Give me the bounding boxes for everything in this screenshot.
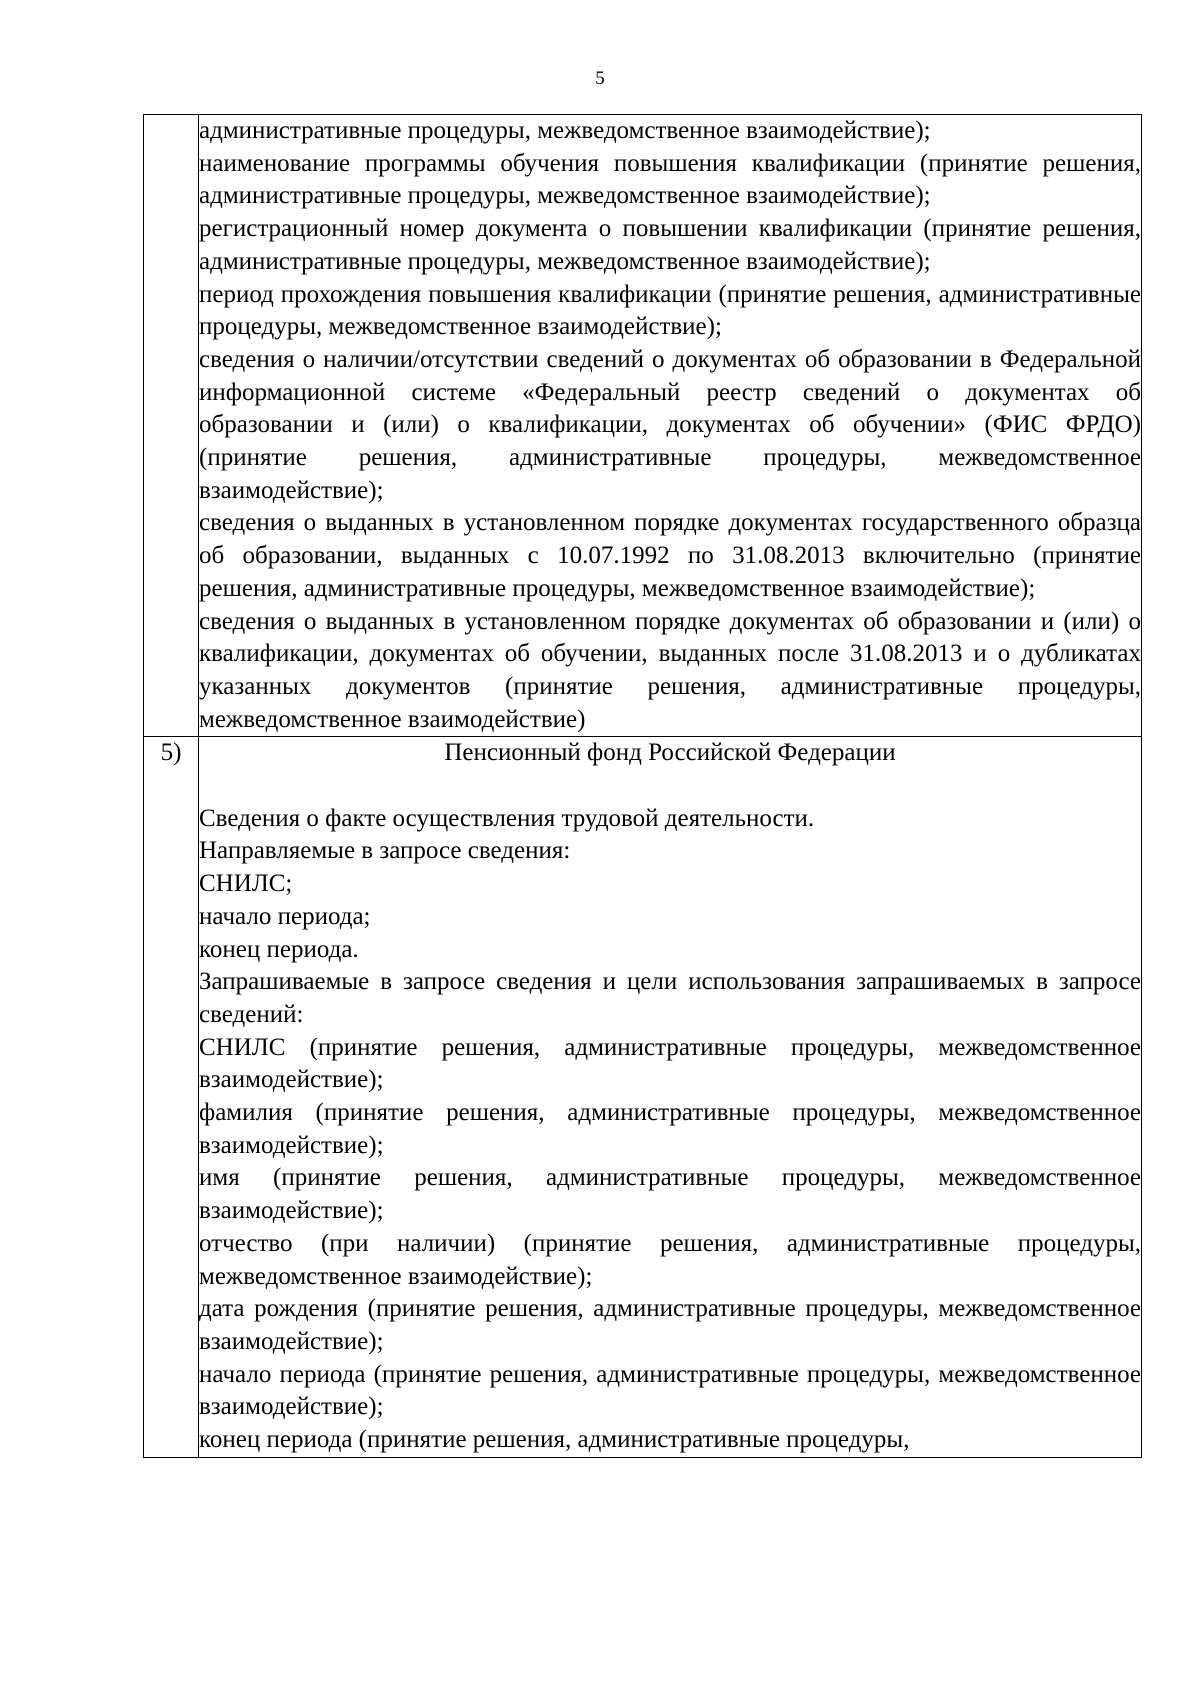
row-content [199, 737, 1142, 1457]
paragraph: Запрашиваемые в запросе сведения и цели использования запрашиваемых в запросе сведений: [199, 968, 1141, 1028]
paragraph: фамилия (принятие решения, административные процедуры, межведомственное взаимодействие); [199, 1099, 1141, 1159]
paragraph: административные процедуры, межведомственное взаимодействие); [199, 117, 931, 144]
paragraph: регистрационный номер документа о повышении квалификации (принятие решения, административные процедуры, межведомственное взаимодействие); [199, 215, 1141, 275]
paragraph: период прохождения повышения квалификации (принятие решения, административные процедуры, межведомственное взаимодействие); [199, 280, 1141, 341]
row-number: 5) [144, 737, 199, 1457]
paragraph: имя (принятие решения, административные процедуры, межведомственное взаимодействие); [199, 1164, 1141, 1225]
paragraph: отчество (при наличии) (принятие решения, административные процедуры, межведомственное взаимодействие); [199, 1229, 1141, 1290]
paragraph: наименование программы обучения повышения квалификации (принятие решения, административные процедуры, межведомственное взаимодействие); [199, 149, 1141, 210]
paragraph: дата рождения (принятие решения, административные процедуры, межведомственное взаимодействие); [199, 1295, 1141, 1355]
page-number: 5 [595, 68, 605, 89]
paragraph: конец периода. [199, 935, 359, 963]
paragraph: Сведения о факте осуществления трудовой деятельности. [199, 804, 815, 832]
section-heading: Пенсионный фонд Российской Федерации [444, 739, 896, 767]
row-number [144, 115, 199, 737]
table-row [144, 737, 1142, 1457]
paragraph: начало периода; [199, 902, 371, 930]
paragraph: сведения о выданных в установленном порядке документах об образовании и (или) о квалификации, документах об обучении, выданных после 31.08.2013 и о дубликатах указанных документов (принятие решения, административные процедуры, межведомственное взаимодействие) [199, 607, 1141, 733]
paragraph: конец периода (принятие решения, административные процедуры, [199, 1426, 910, 1454]
paragraph: начало периода (принятие решения, административные процедуры, межведомственное взаимодействие); [199, 1360, 1141, 1421]
row-content [199, 115, 1142, 737]
paragraph: сведения о наличии/отсутствии сведений о документах об образовании в Федеральной информационной системе «Федеральный реестр сведений о документах об образовании и (или) о квалификации, документах об обучении» (ФИС ФРДО) (принятие решения, административные процедуры, межведомственное взаимодействие); [199, 345, 1141, 504]
paragraph: Направляемые в запросе сведения: [199, 837, 571, 865]
blank-line [199, 770, 1141, 803]
document-table [143, 114, 1142, 1458]
table-row [144, 115, 1142, 737]
paragraph: СНИЛС; [199, 870, 293, 898]
paragraph: сведения о выданных в установленном порядке документах государственного образца об образовании, выданных с 10.07.1992 по 31.08.2013 включительно (принятие решения, административные процедуры, межведомственное взаимодействие); [199, 509, 1141, 602]
paragraph: СНИЛС (принятие решения, административные процедуры, межведомственное взаимодействие); [199, 1033, 1141, 1094]
